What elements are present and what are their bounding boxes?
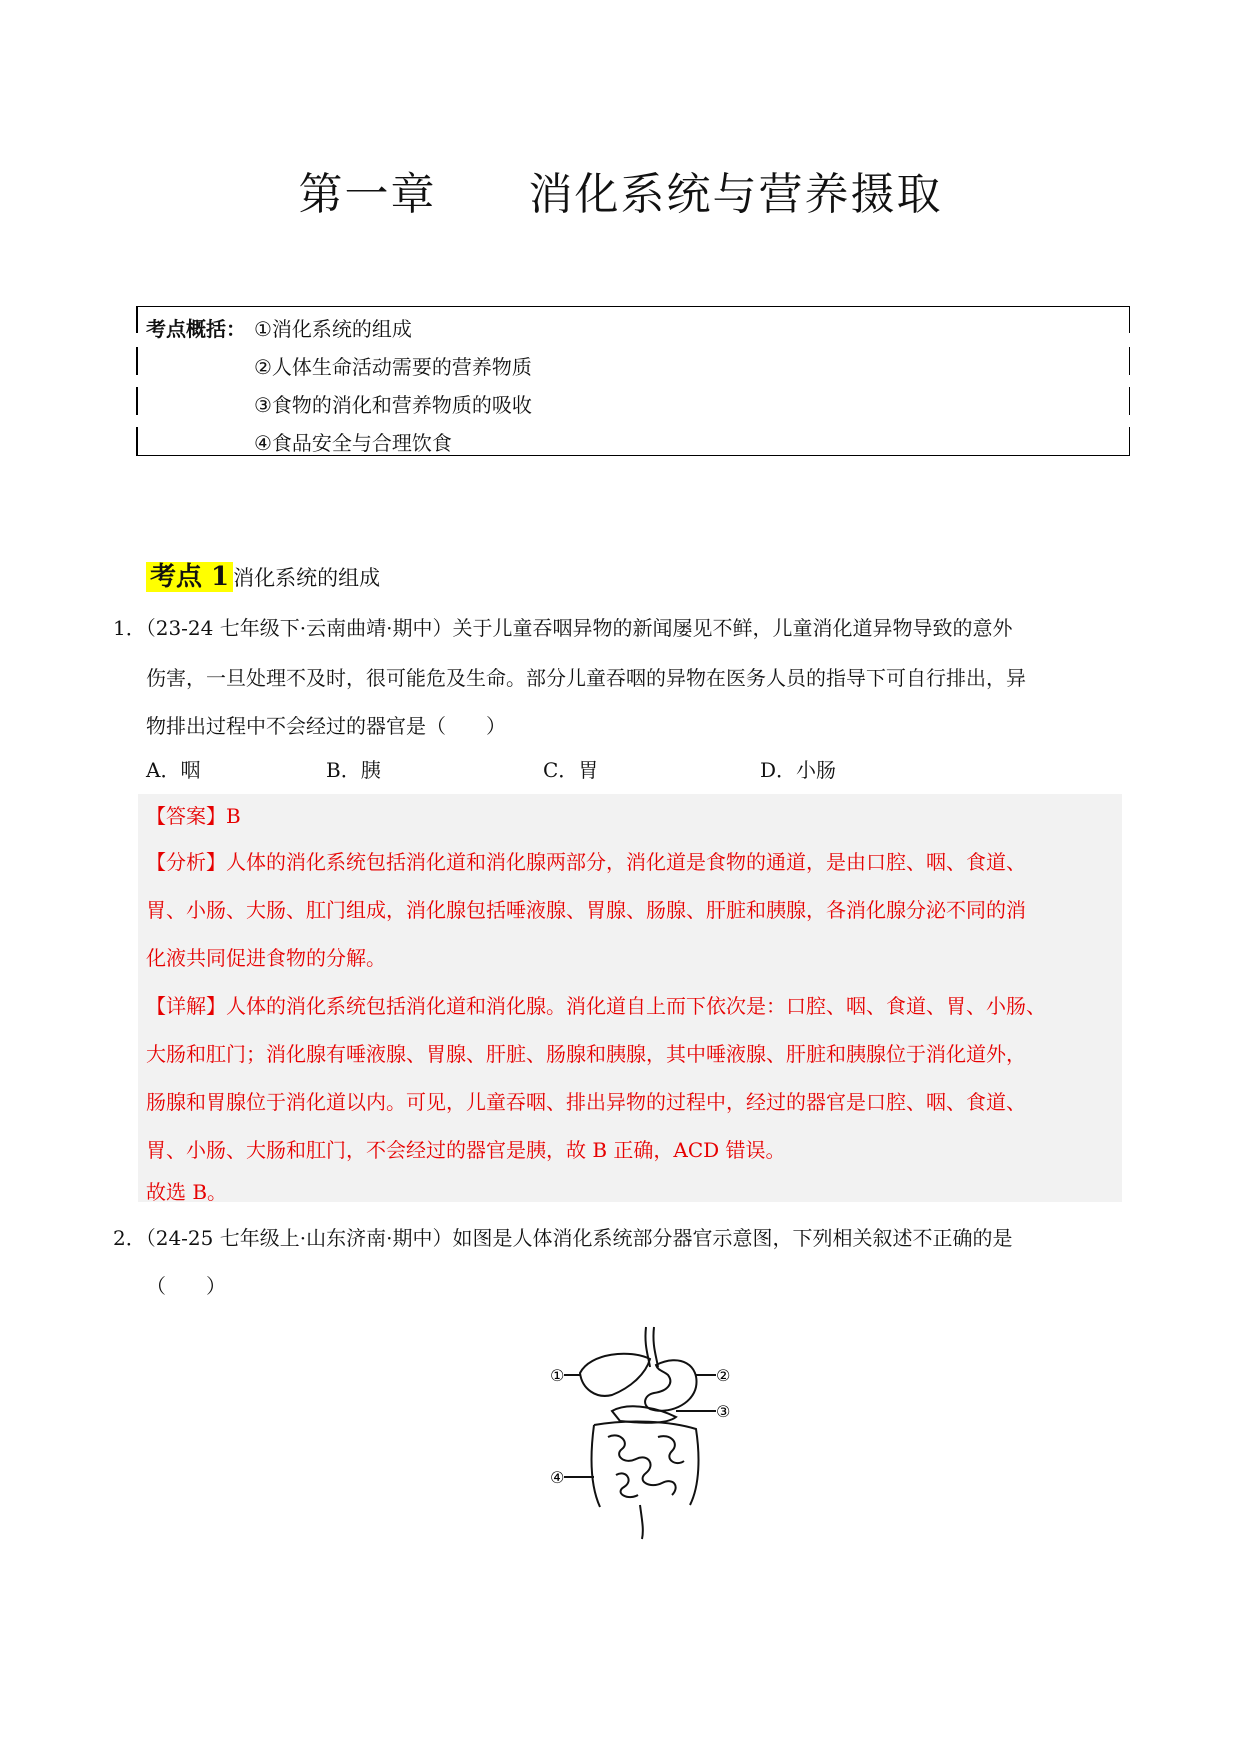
detail-line: 大肠和肛门；消化腺有唾液腺、胃腺、肝脏、肠腺和胰腺，其中唾液腺、肝脏和胰腺位于消化道外， (146, 1042, 1026, 1066)
answer-line: 【答案】B (146, 804, 241, 828)
diagram-label: ② (716, 1366, 731, 1385)
option-a: A．咽 (146, 758, 201, 782)
question-2-line: 2．（24-25 七年级上·山东济南·期中）如图是人体消化系统部分器官示意图，下列相关叙述不正确的是 (113, 1226, 1013, 1250)
summary-border-right (1129, 307, 1131, 333)
conclusion-line: 故选 B。 (146, 1180, 228, 1204)
page-title: 第一章 消化系统与营养摄取 (298, 169, 943, 220)
detail-line: 胃、小肠、大肠和肛门，不会经过的器官是胰，故 B 正确，ACD 错误。 (146, 1138, 786, 1162)
summary-box (136, 306, 1130, 456)
analysis-line: 【分析】人体的消化系统包括消化道和消化腺两部分，消化道是食物的通道，是由口腔、咽、食道、 (146, 850, 1026, 874)
analysis-line: 胃、小肠、大肠、肛门组成，消化腺包括唾液腺、胃腺、肠腺、肝脏和胰腺，各消化腺分泌不同的消 (146, 898, 1026, 922)
detail-line: 肠腺和胃腺位于消化道以内。可见，儿童吞咽、排出异物的过程中，经过的器官是口腔、咽、食道、 (146, 1090, 1026, 1114)
large-intestine-shape (592, 1422, 699, 1507)
kaodian-badge: 考点 1 (146, 562, 233, 592)
summary-border-left (136, 427, 138, 455)
diagram-label: ④ (550, 1468, 565, 1487)
option-c: C．胃 (543, 758, 599, 782)
detail-line: 【详解】人体的消化系统包括消化道和消化腺。消化道自上而下依次是：口腔、咽、食道、胃、小肠、 (146, 994, 1046, 1018)
diagram-label: ① (550, 1366, 565, 1385)
analysis-line: 化液共同促进食物的分解。 (146, 946, 386, 970)
summary-border-right (1129, 347, 1131, 375)
summary-border-left (136, 307, 138, 333)
summary-item: ②人体生命活动需要的营养物质 (254, 355, 532, 379)
option-d: D．小肠 (760, 758, 837, 782)
option-b: B．胰 (326, 758, 381, 782)
question-1-line: 物排出过程中不会经过的器官是（ ） (146, 714, 506, 738)
stomach-shape (645, 1360, 696, 1410)
summary-border-right (1129, 387, 1131, 415)
question-1-line: 1．（23-24 七年级下·云南曲靖·期中）关于儿童吞咽异物的新闻屡见不鲜，儿童消化道异物导致的意外 (113, 616, 1013, 640)
summary-border-right (1129, 427, 1131, 455)
summary-item: ①消化系统的组成 (254, 317, 412, 341)
summary-item: ④食品安全与合理饮食 (254, 431, 452, 455)
digestive-system-diagram (550, 1325, 740, 1540)
esophagus-shape (653, 1327, 658, 1367)
pancreas-shape (612, 1406, 676, 1422)
kaodian-text: 消化系统的组成 (233, 566, 381, 590)
kaodian-heading (146, 556, 380, 593)
summary-border-left (136, 347, 138, 375)
liver-shape (580, 1354, 650, 1396)
rectum-shape (640, 1505, 643, 1539)
small-intestine-shape (608, 1435, 684, 1497)
summary-border-left (136, 387, 138, 415)
question-2-line: （ ） (146, 1274, 226, 1298)
question-1-line: 伤害，一旦处理不及时，很可能危及生命。部分儿童吞咽的异物在医务人员的指导下可自行排出，异 (146, 666, 1026, 690)
summary-item: ③食物的消化和营养物质的吸收 (254, 393, 532, 417)
summary-label: 考点概括： (146, 317, 246, 341)
diagram-label: ③ (716, 1402, 731, 1421)
